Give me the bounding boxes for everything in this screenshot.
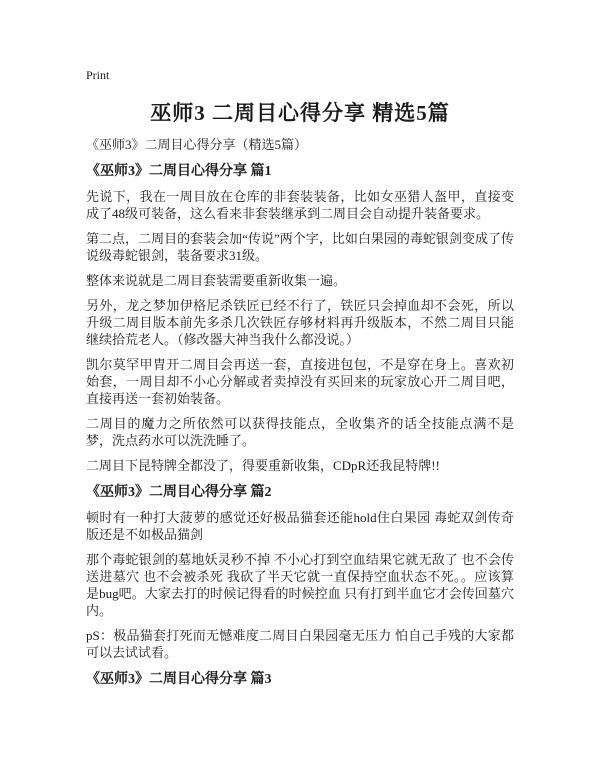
print-button[interactable]: Print <box>86 68 110 82</box>
section-heading-1: 《巫师3》二周目心得分享 篇1 <box>86 164 272 179</box>
paragraph: 整体来说就是二周目套装需要重新收集一遍。 <box>86 273 347 288</box>
paragraph: 先说下，我在一周目放在仓库的非套装装备，比如女巫猎人盔甲，直接变成了48级可装备，这么看来非套装继承到二周目会自动提升装备要求。 <box>86 189 514 221</box>
page-title: 巫师3 二周目心得分享 精选5篇 <box>150 101 450 125</box>
paragraph: 第二点，二周目的套装会加“传说”两个字，比如白果园的毒蛇银剑变成了传说级毒蛇银剑，装备要求31级。 <box>86 231 514 263</box>
paragraph: pS：极品猫套打死而无憾难度二周目白果园毫无压力 怕自己手残的大家都可以去试试看。 <box>86 628 514 660</box>
section-heading-2: 《巫师3》二周目心得分享 篇2 <box>86 485 272 500</box>
section-heading-3: 《巫师3》二周目心得分享 篇3 <box>86 672 272 687</box>
paragraph: 二周目下昆特牌全都没了，得要重新收集，CDpR还我昆特牌!! <box>86 458 440 473</box>
page-subtitle: 《巫师3》二周目心得分享（精选5篇） <box>86 137 308 152</box>
paragraph: 二周目的魔力之所依然可以获得技能点，全收集齐的话全技能点满不是梦，洗点药水可以洗洗睡了。 <box>86 416 514 448</box>
paragraph: 那个毒蛇银剑的墓地妖灵秒不掉 不小心打到空血结果它就无敌了 也不会传送进墓穴 也不会被杀死 我砍了半天它就一直保持空血状态不死。。应该算是bug吧。大家去打的时候记得看的时候控血 只有打到半血它才会传回墓穴内。 <box>86 552 514 618</box>
paragraph: 顿时有一种打大菠萝的感觉还好极品猫套还能hold住白果园 毒蛇双剑传奇版还是不如极品猫剑 <box>86 510 514 542</box>
paragraph: 另外，龙之梦加伊格尼杀铁匠已经不行了，铁匠只会掉血却不会死，所以升级二周目版本前先多杀几次铁匠存够材料再升级版本，不然二周目只能继续拾荒老人。（修改器大神当我什么都没说。） <box>86 298 514 347</box>
paragraph: 凯尔莫罕甲胄开二周目会再送一套，直接进包包，不是穿在身上。喜欢初始套，一周目却不小心分解或者卖掉没有买回来的玩家放心开二周目吧，直接再送一套初始装备。 <box>86 357 514 406</box>
